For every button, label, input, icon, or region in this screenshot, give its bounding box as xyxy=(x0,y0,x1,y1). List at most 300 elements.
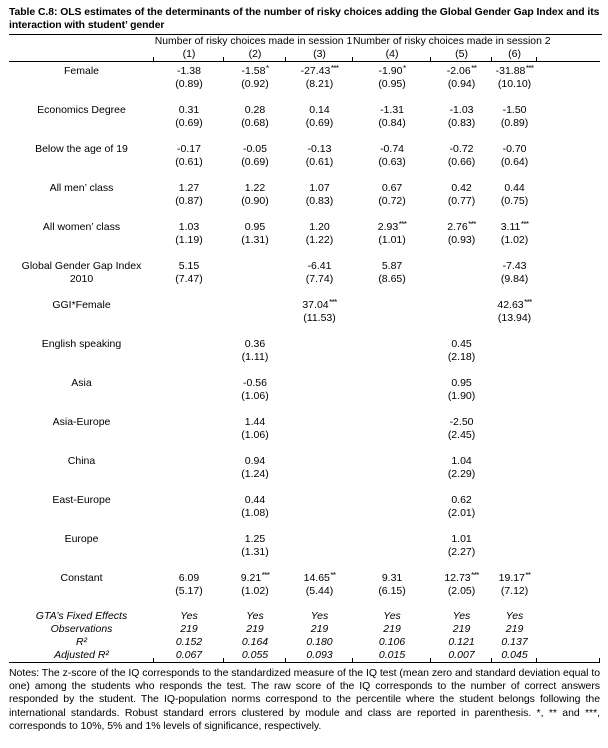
stderr-cell xyxy=(224,273,286,286)
stderr-cell xyxy=(353,312,431,325)
gap-cell xyxy=(9,520,600,533)
corner-cell xyxy=(9,48,154,62)
stderr-cell xyxy=(353,390,431,403)
spacer-cell xyxy=(537,455,600,481)
coefficient-cell: 0.14 xyxy=(309,104,330,116)
stat-cell: 0.093 xyxy=(286,649,353,663)
stat-cell: Yes xyxy=(452,610,471,622)
stat-cell: 0.045 xyxy=(492,649,537,663)
stderr-cell: (7.74) xyxy=(305,273,334,285)
coefficient-cell xyxy=(492,494,537,507)
stderr-cell: (1.06) xyxy=(241,429,269,441)
coefficient-cell: -0.74 xyxy=(380,143,404,155)
stderr-cell xyxy=(353,507,431,520)
stderr-cell: (8.65) xyxy=(378,273,406,285)
stat-cell: 0.106 xyxy=(378,636,406,648)
stat-cell: Yes xyxy=(246,610,264,622)
coefficient-cell xyxy=(492,455,537,468)
spacer-cell xyxy=(537,610,600,623)
stat-label: GTA’s Fixed Effects xyxy=(35,610,128,622)
gap-row xyxy=(9,286,600,299)
stat-label: Adjusted R² xyxy=(9,649,154,663)
stat-row xyxy=(9,623,600,636)
gap-cell xyxy=(9,169,600,182)
row-label: Economics Degree xyxy=(37,104,126,116)
stderr-cell: (9.84) xyxy=(500,273,529,285)
row-label: GGI*Female xyxy=(52,299,111,311)
gap-row xyxy=(9,364,600,377)
column-group-session1: Number of risky choices made in session 1 xyxy=(154,36,353,47)
stderr-cell xyxy=(492,351,537,364)
stat-cell: 0.007 xyxy=(431,649,492,663)
stderr-cell xyxy=(154,390,224,403)
coefficient-cell xyxy=(286,416,353,429)
coefficient-cell: 0.28 xyxy=(244,104,266,116)
stderr-cell: (1.02) xyxy=(500,234,529,246)
coefficient-cell: 0.95 xyxy=(451,377,472,389)
coefficient-cell: 1.27 xyxy=(178,182,200,194)
coefficient-cell xyxy=(431,299,492,312)
significance-stars: * xyxy=(402,63,406,73)
stat-cell: Yes xyxy=(383,610,401,622)
coefficient-cell: 1.25 xyxy=(244,533,266,545)
coefficient-cell xyxy=(286,338,353,351)
coefficient-cell: 42.63*** xyxy=(497,297,532,311)
significance-stars: *** xyxy=(471,570,479,580)
stderr-cell xyxy=(492,507,537,520)
coefficient-cell: 12.73*** xyxy=(444,570,479,584)
row-label: Global Gender Gap Index 2010 xyxy=(21,260,142,285)
coefficient-cell xyxy=(154,533,224,546)
coefficient-cell: 0.45 xyxy=(451,338,472,350)
stderr-cell: (5.44) xyxy=(305,585,334,597)
coefficient-cell: 5.15 xyxy=(178,260,200,272)
column-group-session2: Number of risky choices made in session 2 xyxy=(353,36,551,47)
stderr-cell: (1.01) xyxy=(378,234,406,246)
gap-row xyxy=(9,247,600,260)
coefficient-cell: 0.44 xyxy=(504,182,525,194)
stderr-cell: (8.21) xyxy=(305,78,334,90)
stderr-cell: (2.18) xyxy=(447,351,476,363)
gap-row xyxy=(9,520,600,533)
coefficient-row xyxy=(9,494,600,507)
stderr-cell: (0.89) xyxy=(175,78,203,90)
coefficient-cell: 19.17** xyxy=(498,570,531,584)
coefficient-cell: -0.13 xyxy=(307,143,332,155)
gap-cell xyxy=(9,481,600,494)
spacer-cell xyxy=(537,182,600,208)
coefficient-cell: 0.94 xyxy=(244,455,266,467)
stderr-cell: (1.24) xyxy=(241,468,269,480)
stderr-cell: (0.69) xyxy=(241,156,269,168)
gap-cell xyxy=(9,247,600,260)
stderr-cell: (2.45) xyxy=(447,429,476,441)
stderr-cell: (10.10) xyxy=(497,78,532,90)
stderr-cell: (2.01) xyxy=(447,507,476,519)
gap-row xyxy=(9,130,600,143)
stat-cell: 219 xyxy=(180,623,198,635)
stderr-cell: (0.75) xyxy=(500,195,529,207)
gap-row xyxy=(9,559,600,572)
row-label: East-Europe xyxy=(52,494,111,506)
coefficient-cell: -27.43*** xyxy=(300,63,339,77)
coefficient-cell: -1.03 xyxy=(449,104,474,116)
coefficient-cell: 14.65** xyxy=(303,570,336,584)
stderr-cell: (1.31) xyxy=(241,234,269,246)
spacer-cell xyxy=(537,649,600,663)
stderr-cell xyxy=(353,468,431,481)
column-number-5: (5) xyxy=(431,48,492,62)
significance-stars: * xyxy=(265,63,269,73)
stderr-cell: (7.12) xyxy=(500,585,529,597)
stderr-cell: (0.95) xyxy=(378,78,406,90)
coefficient-row xyxy=(9,65,600,78)
stderr-cell: (1.22) xyxy=(305,234,334,246)
stderr-cell xyxy=(286,507,353,520)
coefficient-cell: -31.88*** xyxy=(495,63,534,77)
coefficient-cell xyxy=(353,299,431,312)
stderr-cell: (0.68) xyxy=(241,117,269,129)
coefficient-cell: 1.22 xyxy=(244,182,266,194)
regression-table xyxy=(9,35,600,663)
stat-row xyxy=(9,649,600,663)
stderr-cell xyxy=(154,429,224,442)
stat-cell: Yes xyxy=(180,610,198,622)
coefficient-cell xyxy=(353,377,431,390)
column-number-2: (2) xyxy=(224,48,286,62)
coefficient-cell xyxy=(154,494,224,507)
stderr-cell xyxy=(431,312,492,325)
stderr-cell: (0.72) xyxy=(378,195,406,207)
stderr-cell xyxy=(224,312,286,325)
stat-cell: 0.055 xyxy=(224,649,286,663)
stderr-cell: (0.63) xyxy=(378,156,406,168)
stderr-cell: (0.83) xyxy=(305,195,334,207)
stat-row xyxy=(9,610,600,623)
coefficient-cell: -1.90* xyxy=(378,63,406,77)
coefficient-cell xyxy=(154,338,224,351)
coefficient-cell xyxy=(353,533,431,546)
stderr-cell xyxy=(286,429,353,442)
spacer-cell xyxy=(537,65,600,91)
stderr-cell: (1.31) xyxy=(241,546,269,558)
coefficient-row xyxy=(9,338,600,351)
row-label: China xyxy=(67,455,96,467)
significance-stars: *** xyxy=(261,570,270,580)
stderr-cell xyxy=(492,546,537,559)
spacer-cell xyxy=(537,636,600,649)
stderr-cell: (0.83) xyxy=(447,117,476,129)
coefficient-cell: 0.42 xyxy=(451,182,472,194)
stderr-cell: (1.11) xyxy=(241,351,269,363)
stderr-cell: (0.87) xyxy=(175,195,203,207)
stderr-cell xyxy=(353,429,431,442)
corner-cell xyxy=(9,35,154,48)
stat-cell: 219 xyxy=(505,623,524,635)
gap-row xyxy=(9,598,600,610)
significance-stars: *** xyxy=(525,63,534,73)
stat-cell: 219 xyxy=(246,623,264,635)
coefficient-cell: -1.50 xyxy=(502,104,527,116)
coefficient-cell: -0.70 xyxy=(502,143,527,155)
coefficient-cell: -6.41 xyxy=(307,260,332,272)
gap-cell xyxy=(9,286,600,299)
spacer-cell xyxy=(537,260,600,286)
stderr-cell xyxy=(154,468,224,481)
coefficient-cell xyxy=(286,455,353,468)
coefficient-cell: 2.76*** xyxy=(447,219,476,233)
significance-stars: *** xyxy=(330,63,339,73)
spacer-cell xyxy=(537,572,600,598)
stderr-cell: (0.69) xyxy=(305,117,334,129)
stderr-cell: (2.05) xyxy=(447,585,476,597)
coefficient-cell xyxy=(154,416,224,429)
stat-cell: 0.180 xyxy=(306,636,333,648)
spacer-cell xyxy=(537,623,600,636)
stat-cell: 0.067 xyxy=(154,649,224,663)
row-label: Asia xyxy=(71,377,92,389)
stat-cell: 219 xyxy=(383,623,401,635)
coefficient-row xyxy=(9,416,600,429)
stderr-cell xyxy=(286,351,353,364)
significance-stars: *** xyxy=(468,219,476,229)
gap-cell xyxy=(9,598,600,610)
coefficient-cell: 1.03 xyxy=(178,221,200,233)
gap-cell xyxy=(9,91,600,104)
coefficient-row xyxy=(9,455,600,468)
coefficient-cell: -0.56 xyxy=(243,377,267,389)
row-label: All women’ class xyxy=(42,221,121,233)
coefficient-cell: 1.04 xyxy=(451,455,472,467)
coefficient-cell: 0.62 xyxy=(451,494,472,506)
stderr-cell: (0.93) xyxy=(447,234,476,246)
coefficient-cell: 0.67 xyxy=(381,182,403,194)
coefficient-cell: 0.31 xyxy=(178,104,200,116)
coefficient-cell xyxy=(224,260,286,273)
coefficient-cell xyxy=(431,260,492,273)
coefficient-cell xyxy=(353,494,431,507)
significance-stars: ** xyxy=(471,63,477,73)
coefficient-row xyxy=(9,377,600,390)
coefficient-cell: 1.07 xyxy=(309,182,330,194)
column-number-1: (1) xyxy=(154,48,224,62)
coefficient-cell xyxy=(492,533,537,546)
column-number-row xyxy=(9,48,600,62)
stderr-cell: (0.94) xyxy=(447,78,476,90)
coefficient-cell xyxy=(154,455,224,468)
stat-cell: 219 xyxy=(452,623,471,635)
gap-row xyxy=(9,325,600,338)
gap-cell xyxy=(9,130,600,143)
coefficient-cell: 1.01 xyxy=(451,533,472,545)
spacer-cell xyxy=(537,377,600,403)
coefficient-row xyxy=(9,182,600,195)
coefficient-cell: -7.43 xyxy=(502,260,527,272)
gap-cell xyxy=(9,403,600,416)
row-label: Below the age of 19 xyxy=(35,143,128,155)
spacer-cell xyxy=(537,48,600,62)
coefficient-row xyxy=(9,260,600,273)
coefficient-cell: 0.95 xyxy=(244,221,266,233)
coefficient-cell: -1.38 xyxy=(177,65,201,77)
stderr-cell: (0.69) xyxy=(175,117,203,129)
coefficient-cell xyxy=(353,455,431,468)
stderr-cell: (0.90) xyxy=(241,195,269,207)
stderr-cell: (5.17) xyxy=(175,585,203,597)
coefficient-cell xyxy=(286,533,353,546)
stderr-cell: (1.08) xyxy=(241,507,269,519)
coefficient-cell: 9.31 xyxy=(381,572,403,584)
row-label: English speaking xyxy=(41,338,122,350)
column-group-row xyxy=(9,35,600,48)
coefficient-cell: 0.36 xyxy=(244,338,266,350)
coefficient-cell xyxy=(492,416,537,429)
table-notes: Notes: The z-score of the IQ corresponds to the standardized measure of the IQ test (mean zero and standard deviation equal to one) among the students who responds the test. The raw score of the IQ corresponds to the number of correct answers responded by the student. The IQ-population norms correspond to the percentile where the student belongs following the international standards. Robust standard errors clustered by module and class are reported in parenthesis. *, ** and ***, corresponds to 10%, 5% and 1% levels of significance, respectively. xyxy=(9,667,600,732)
significance-stars: *** xyxy=(524,297,532,307)
spacer-cell xyxy=(537,143,600,169)
stderr-cell xyxy=(286,390,353,403)
row-label: Asia-Europe xyxy=(52,416,111,428)
coefficient-cell xyxy=(154,377,224,390)
coefficient-cell: -2.50 xyxy=(449,416,474,428)
stderr-cell xyxy=(154,351,224,364)
significance-stars: ** xyxy=(525,570,531,580)
significance-stars: *** xyxy=(520,219,529,229)
stat-cell: 0.164 xyxy=(241,636,269,648)
gap-row xyxy=(9,442,600,455)
stderr-cell: (0.84) xyxy=(378,117,406,129)
coefficient-cell xyxy=(353,338,431,351)
stat-cell: 0.121 xyxy=(448,636,475,648)
stderr-cell: (7.47) xyxy=(175,273,203,285)
gap-cell xyxy=(9,364,600,377)
coefficient-cell xyxy=(286,494,353,507)
spacer-cell xyxy=(537,221,600,247)
stderr-cell: (0.66) xyxy=(447,156,476,168)
coefficient-cell: 0.44 xyxy=(244,494,266,506)
table-title: Table C.8: OLS estimates of the determinants of the number of risky choices adding the Global Gender Gap Index and its interaction with student’ gender xyxy=(9,7,600,31)
stderr-cell: (6.15) xyxy=(378,585,406,597)
stderr-cell xyxy=(154,507,224,520)
stderr-cell xyxy=(286,546,353,559)
significance-stars: ** xyxy=(330,570,336,580)
stat-label: R² xyxy=(75,636,88,648)
coefficient-row xyxy=(9,221,600,234)
stderr-cell xyxy=(154,546,224,559)
coefficient-cell: 1.20 xyxy=(309,221,330,233)
stderr-cell: (1.02) xyxy=(241,585,269,597)
coefficient-cell: 37.04*** xyxy=(302,297,337,311)
coefficient-cell xyxy=(286,377,353,390)
stderr-cell xyxy=(353,351,431,364)
coefficient-cell xyxy=(224,299,286,312)
gap-row xyxy=(9,91,600,104)
gap-row xyxy=(9,208,600,221)
row-label: All men’ class xyxy=(49,182,114,194)
stderr-cell: (0.64) xyxy=(500,156,529,168)
row-label: Female xyxy=(63,65,99,77)
stderr-cell: (2.29) xyxy=(447,468,476,480)
column-number-3: (3) xyxy=(286,48,353,62)
stderr-cell: (0.89) xyxy=(500,117,529,129)
spacer-cell xyxy=(537,533,600,559)
stderr-cell xyxy=(431,273,492,286)
gap-cell xyxy=(9,208,600,221)
coefficient-cell: -0.72 xyxy=(449,143,474,155)
gap-cell xyxy=(9,325,600,338)
stderr-cell: (1.06) xyxy=(241,390,269,402)
coefficient-row xyxy=(9,533,600,546)
gap-row xyxy=(9,481,600,494)
stat-cell: 0.152 xyxy=(175,636,203,648)
spacer-cell xyxy=(537,338,600,364)
coefficient-cell xyxy=(353,416,431,429)
coefficient-cell: -2.06** xyxy=(446,63,477,77)
spacer-cell xyxy=(537,299,600,325)
gap-cell xyxy=(9,559,600,572)
coefficient-cell: 2.93*** xyxy=(377,219,407,233)
stderr-cell: (0.77) xyxy=(447,195,476,207)
stderr-cell xyxy=(286,468,353,481)
stderr-cell: (11.53) xyxy=(303,312,336,324)
stderr-cell xyxy=(492,429,537,442)
stat-row xyxy=(9,636,600,649)
stat-cell: 219 xyxy=(310,623,329,635)
coefficient-cell: -0.05 xyxy=(243,143,267,155)
stderr-cell: (2.27) xyxy=(447,546,476,558)
coefficient-row xyxy=(9,104,600,117)
coefficient-cell: 1.44 xyxy=(244,416,266,428)
stderr-cell: (1.19) xyxy=(175,234,203,246)
coefficient-cell: 5.87 xyxy=(381,260,403,272)
coefficient-cell: 3.11*** xyxy=(500,219,529,233)
stat-cell: 0.015 xyxy=(353,649,431,663)
coefficient-cell xyxy=(154,299,224,312)
coefficient-row xyxy=(9,143,600,156)
stderr-cell: (0.92) xyxy=(241,78,269,90)
spacer-cell xyxy=(537,494,600,520)
coefficient-cell: -1.58* xyxy=(241,63,269,77)
stderr-cell xyxy=(154,312,224,325)
coefficient-cell: 6.09 xyxy=(178,572,200,584)
significance-stars: *** xyxy=(398,219,407,229)
coefficient-row xyxy=(9,299,600,312)
stat-cell: Yes xyxy=(310,610,329,622)
coefficient-cell: -0.17 xyxy=(177,143,201,155)
row-label: Europe xyxy=(64,533,99,545)
stderr-cell: (13.94) xyxy=(497,312,532,324)
stderr-cell xyxy=(492,390,537,403)
stderr-cell: (0.61) xyxy=(305,156,334,168)
coefficient-cell xyxy=(492,377,537,390)
gap-cell xyxy=(9,442,600,455)
gap-row xyxy=(9,169,600,182)
column-number-4: (4) xyxy=(353,48,431,62)
stderr-cell xyxy=(492,468,537,481)
column-number-6: (6) xyxy=(492,48,537,62)
gap-row xyxy=(9,403,600,416)
spacer-cell xyxy=(537,104,600,130)
row-label: Constant xyxy=(60,572,103,584)
stderr-cell: (0.61) xyxy=(175,156,203,168)
coefficient-row xyxy=(9,572,600,585)
stat-cell: 0.137 xyxy=(501,636,528,648)
spacer-cell xyxy=(537,416,600,442)
stat-label: Observations xyxy=(50,623,113,635)
coefficient-cell xyxy=(492,338,537,351)
stat-cell: Yes xyxy=(505,610,524,622)
coefficient-cell: 9.21*** xyxy=(240,570,270,584)
